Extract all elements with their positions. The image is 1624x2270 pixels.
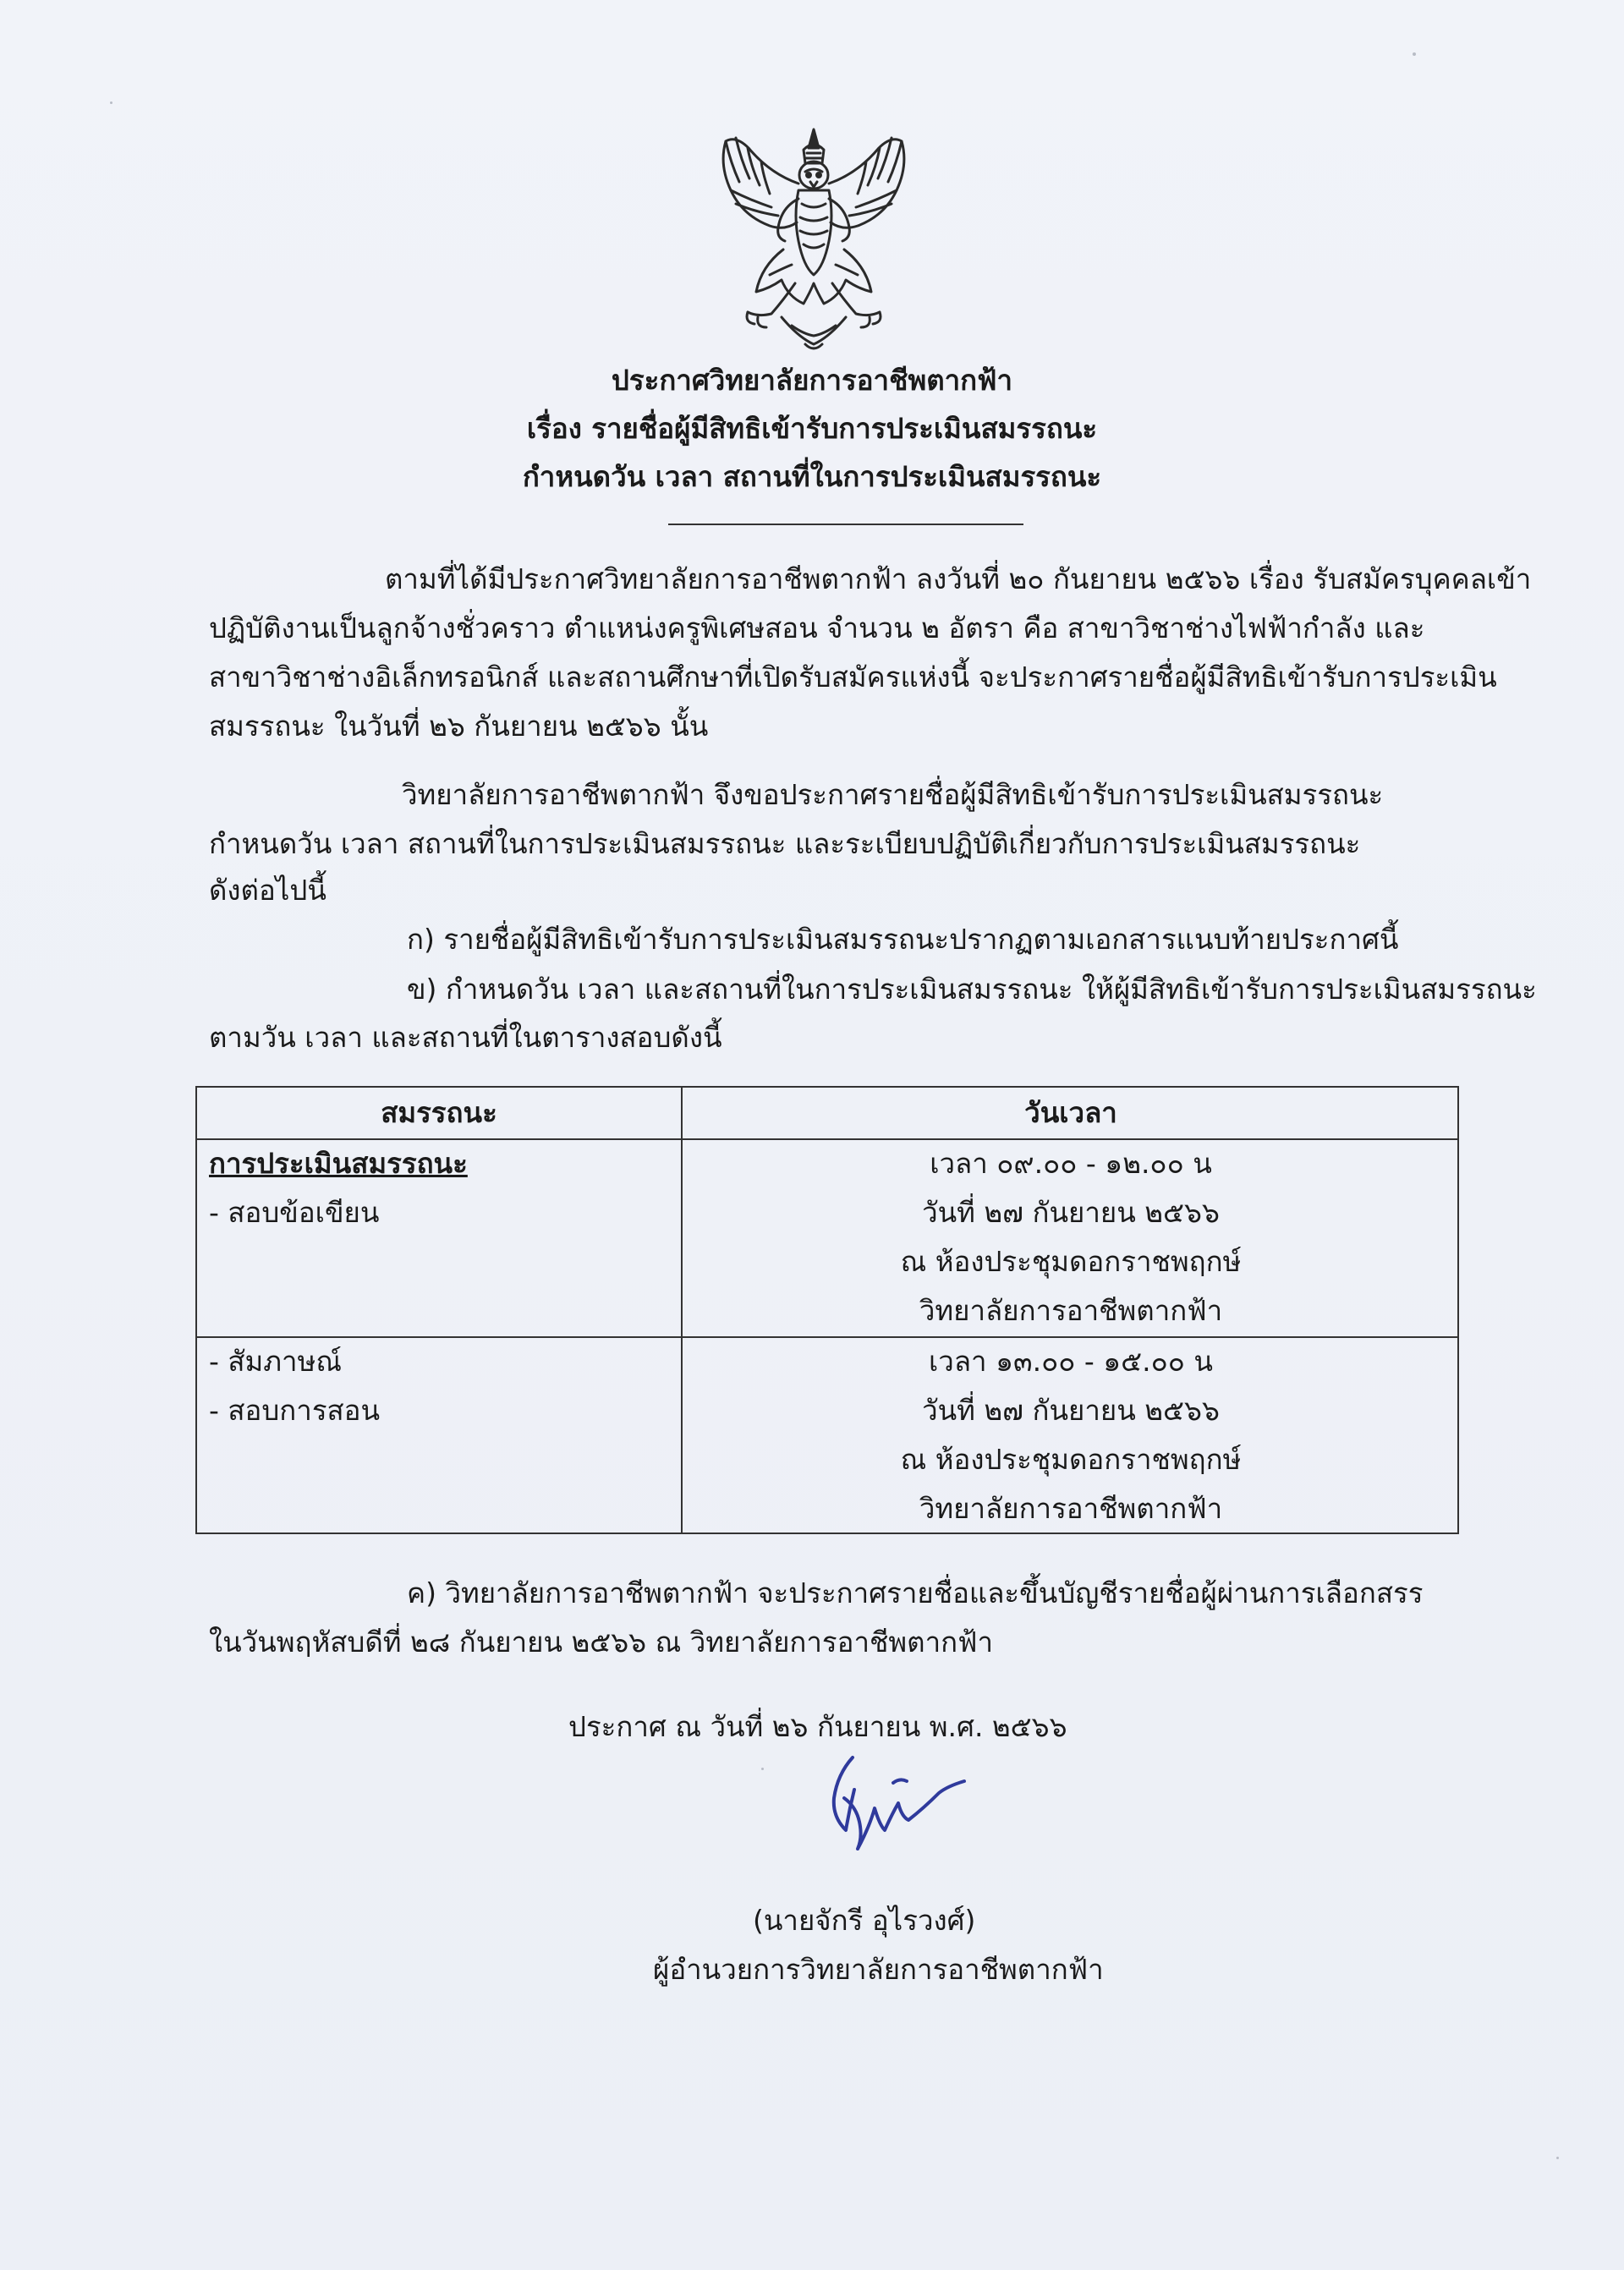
announce-line-3: ดังต่อไปนี้ <box>209 874 326 907</box>
table-row-2-room: ณ ห้องประชุมดอกราชพฤกษ์ <box>900 1443 1242 1476</box>
item-b-line-2: ตามวัน เวลา และสถานที่ในตารางสอบดังนี้ <box>209 1021 722 1054</box>
table-row-2-date: วันที่ ๒๗ กันยายน ๒๕๖๖ <box>922 1394 1220 1427</box>
title-divider <box>668 524 1023 525</box>
table-header-datetime: วันเวลา <box>1024 1096 1117 1129</box>
announce-line-1: วิทยาลัยการอาชีพตากฟ้า จึงขอประกาศรายชื่อผู้มีสิทธิเข้ารับการประเมินสมรรถนะ <box>402 778 1384 811</box>
scan-speck <box>1413 52 1416 56</box>
announcement-subject-line2: กำหนดวัน เวลา สถานที่ในการประเมินสมรรถนะ <box>522 460 1102 493</box>
table-row-1-venue: วิทยาลัยการอาชีพตากฟ้า <box>919 1294 1223 1327</box>
intro-line-1: ตามที่ได้มีประกาศวิทยาลัยการอาชีพตากฟ้า ลงวันที่ ๒๐ กันยายน ๒๕๖๖ เรื่อง รับสมัครบุคคลเข้า <box>385 562 1532 595</box>
table-row-divider <box>197 1336 1457 1338</box>
announcement-title: ประกาศวิทยาลัยการอาชีพตากฟ้า <box>611 364 1013 397</box>
item-a: ก) รายชื่อผู้มีสิทธิเข้ารับการประเมินสมรรถนะปรากฏตามเอกสารแนบท้ายประกาศนี้ <box>407 923 1399 956</box>
item-c-line-2: ในวันพฤหัสบดีที่ ๒๘ กันยายน ๒๕๖๖ ณ วิทยาลัยการอาชีพตากฟ้า <box>209 1626 993 1659</box>
garuda-emblem-icon <box>710 123 918 355</box>
table-header-divider <box>197 1138 1457 1140</box>
table-row-2-time: เวลา ๑๓.๐๐ - ๑๕.๐๐ น <box>929 1345 1213 1378</box>
table-row-1-room: ณ ห้องประชุมดอกราชพฤกษ์ <box>900 1245 1242 1278</box>
intro-line-2: ปฏิบัติงานเป็นลูกจ้างชั่วคราว ตำแหน่งครูพิเศษสอน จำนวน ๒ อัตรา คือ สาขาวิชาช่างไฟฟ้ากำลัง และ <box>209 611 1425 644</box>
announcement-date: ประกาศ ณ วันที่ ๒๖ กันยายน พ.ศ. ๒๕๖๖ <box>568 1710 1067 1743</box>
scan-speck <box>1556 2157 1559 2159</box>
announce-line-2: กำหนดวัน เวลา สถานที่ในการประเมินสมรรถนะ และระเบียบปฏิบัติเกี่ยวกับการประเมินสมรรถนะ <box>209 827 1361 860</box>
schedule-table <box>195 1086 1459 1534</box>
table-row-1-item-1: - สอบข้อเขียน <box>209 1196 380 1229</box>
announcement-subject: เรื่อง รายชื่อผู้มีสิทธิเข้ารับการประเมินสมรรถนะ <box>526 412 1098 445</box>
table-header-competency: สมรรถนะ <box>381 1096 497 1129</box>
table-row-1-title: การประเมินสมรรถนะ <box>209 1147 468 1180</box>
item-c-line-1: ค) วิทยาลัยการอาชีพตากฟ้า จะประกาศรายชื่อและขึ้นบัญชีรายชื่อผู้ผ่านการเลือกสรร <box>407 1576 1424 1609</box>
table-row-1-date: วันที่ ๒๗ กันยายน ๒๕๖๖ <box>922 1196 1220 1229</box>
signature-icon <box>820 1749 968 1859</box>
scan-speck <box>761 1768 764 1770</box>
table-row-2-item-2: - สอบการสอน <box>209 1394 381 1427</box>
table-row-2-venue: วิทยาลัยการอาชีพตากฟ้า <box>919 1492 1223 1525</box>
signatory-name: (นายจักรี อุไรวงศ์) <box>753 1904 976 1937</box>
intro-line-3: สาขาวิชาช่างอิเล็กทรอนิกส์ และสถานศึกษาที่เปิดรับสมัครแห่งนี้ จะประกาศรายชื่อผู้มีสิทธิเข้ารับการประเมิน <box>209 661 1497 694</box>
table-row-2-item-1: - สัมภาษณ์ <box>209 1345 342 1378</box>
signatory-position: ผู้อำนวยการวิทยาลัยการอาชีพตากฟ้า <box>653 1953 1104 1986</box>
scan-speck <box>110 101 112 104</box>
table-row-1-time: เวลา ๐๙.๐๐ - ๑๒.๐๐ น <box>930 1147 1212 1180</box>
item-b-line-1: ข) กำหนดวัน เวลา และสถานที่ในการประเมินสมรรถนะ ให้ผู้มีสิทธิเข้ารับการประเมินสมรรถนะ <box>407 973 1537 1006</box>
intro-line-4: สมรรถนะ ในวันที่ ๒๖ กันยายน ๒๕๖๖ นั้น <box>209 710 709 743</box>
